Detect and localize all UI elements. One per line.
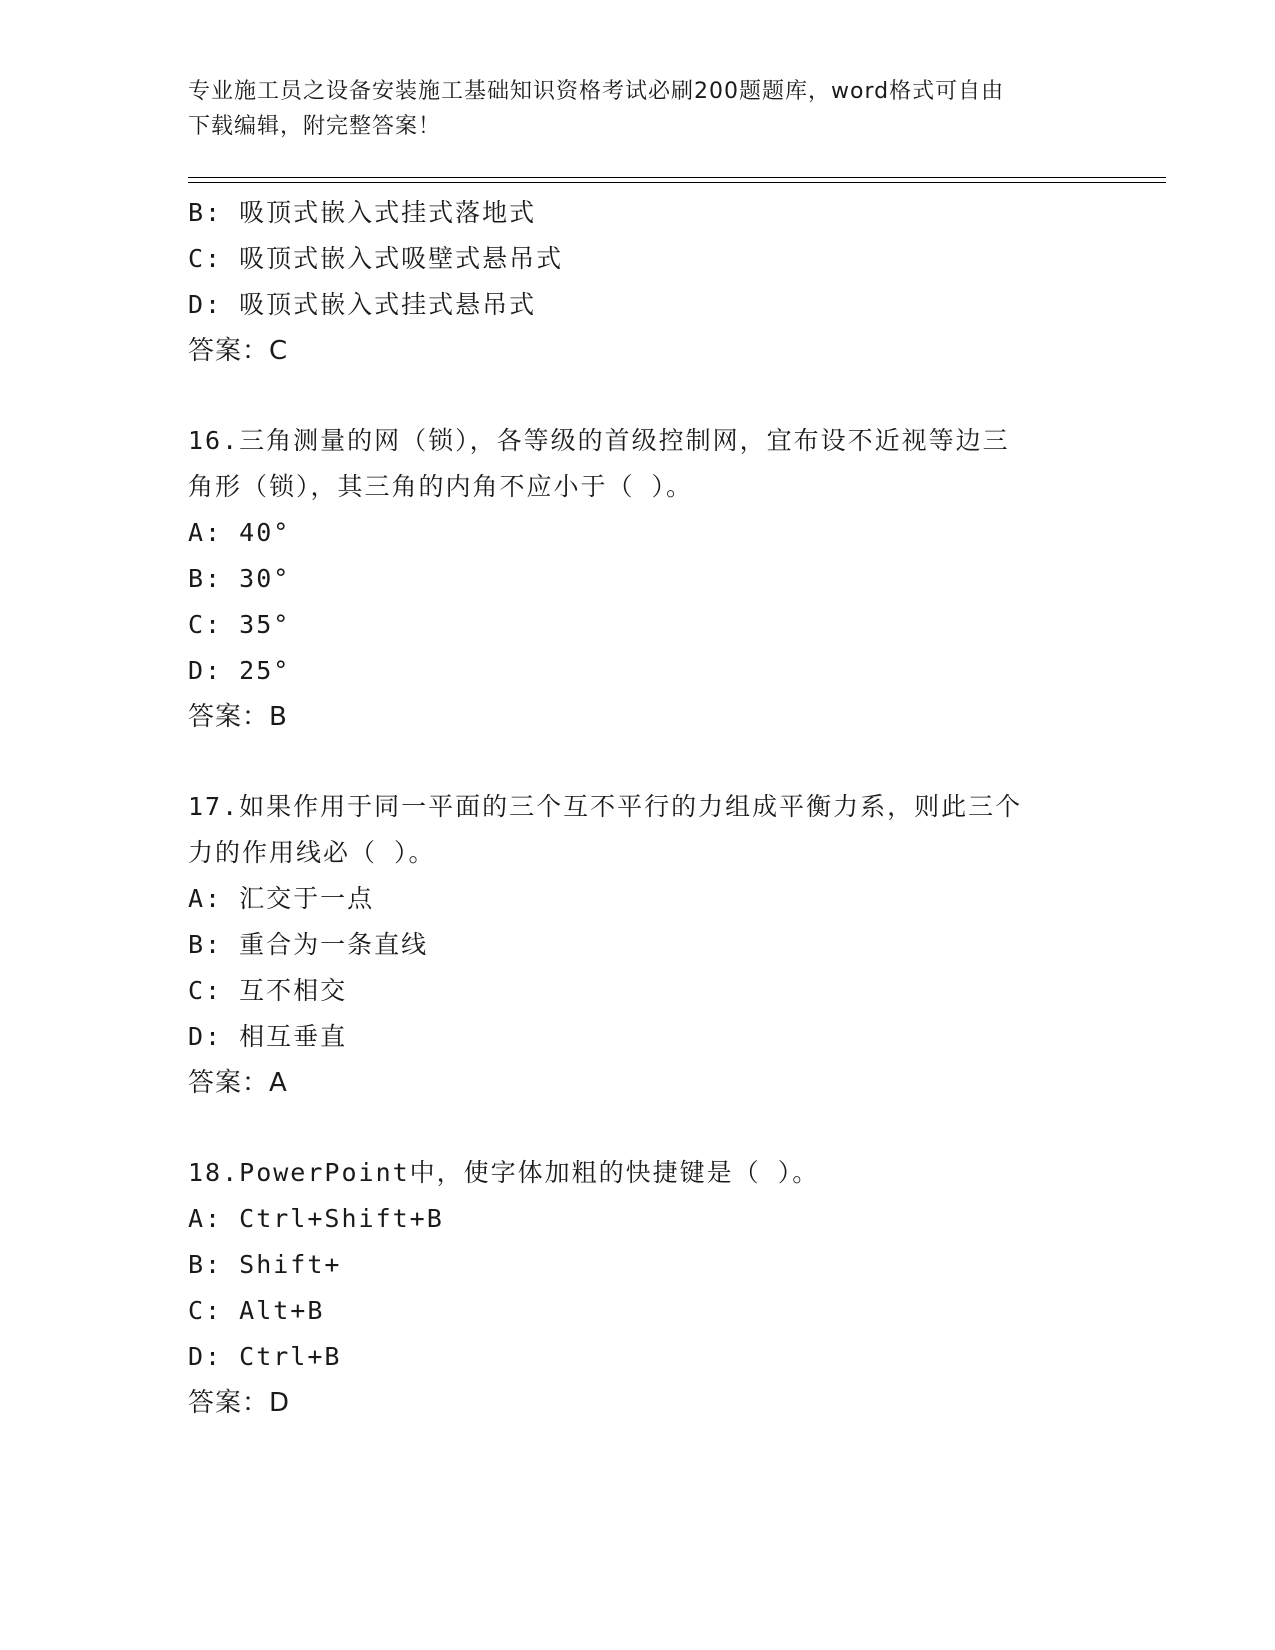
answer-label: 答案：B <box>188 702 288 732</box>
option-a: A: Ctrl+Shift+B <box>188 1204 444 1233</box>
header-line-2: 下载编辑，附完整答案！ <box>188 114 442 139</box>
answer-label: 答案：C <box>188 336 289 366</box>
header-divider-bottom <box>188 182 1166 183</box>
option-a: A: 40° <box>188 518 291 547</box>
option-c: C: 互不相交 <box>188 976 348 1005</box>
option-d: D: 25° <box>188 656 291 685</box>
question-16 <box>188 418 1088 740</box>
option-c: C: Alt+B <box>188 1296 325 1325</box>
option-c: C: 35° <box>188 610 291 639</box>
question-stem-line-2: 力的作用线必（ ）。 <box>188 838 436 867</box>
header-divider-top <box>188 177 1166 178</box>
question-17 <box>188 784 1088 1106</box>
question-stem-line-1: 16.三角测量的网（锁），各等级的首级控制网，宜布设不近视等边三 <box>188 426 1010 455</box>
option-b: B: Shift+ <box>188 1250 342 1279</box>
option-b: B: 重合为一条直线 <box>188 930 429 959</box>
document-header <box>188 74 1088 144</box>
option-d: D: Ctrl+B <box>188 1342 342 1371</box>
option-b: B: 吸顶式嵌入式挂式落地式 <box>188 198 537 227</box>
question-stem-line-1: 17.如果作用于同一平面的三个互不平行的力组成平衡力系，则此三个 <box>188 792 1023 821</box>
document-body <box>188 190 1088 1426</box>
question-stem-line-2: 角形（锁），其三角的内角不应小于（ ）。 <box>188 472 694 501</box>
answer-label: 答案：D <box>188 1388 291 1418</box>
option-d: D: 吸顶式嵌入式挂式悬吊式 <box>188 290 537 319</box>
question-15 <box>188 190 1088 374</box>
question-18 <box>188 1150 1088 1426</box>
option-d: D: 相互垂直 <box>188 1022 348 1051</box>
option-b: B: 30° <box>188 564 291 593</box>
option-a: A: 汇交于一点 <box>188 884 375 913</box>
header-line-1: 专业施工员之设备安装施工基础知识资格考试必刷200题题库，word格式可自由 <box>188 79 1005 104</box>
answer-label: 答案：A <box>188 1068 288 1098</box>
option-c: C: 吸顶式嵌入式吸壁式悬吊式 <box>188 244 564 273</box>
question-stem-line-1: 18.PowerPoint中，使字体加粗的快捷键是（ ）。 <box>188 1158 820 1187</box>
